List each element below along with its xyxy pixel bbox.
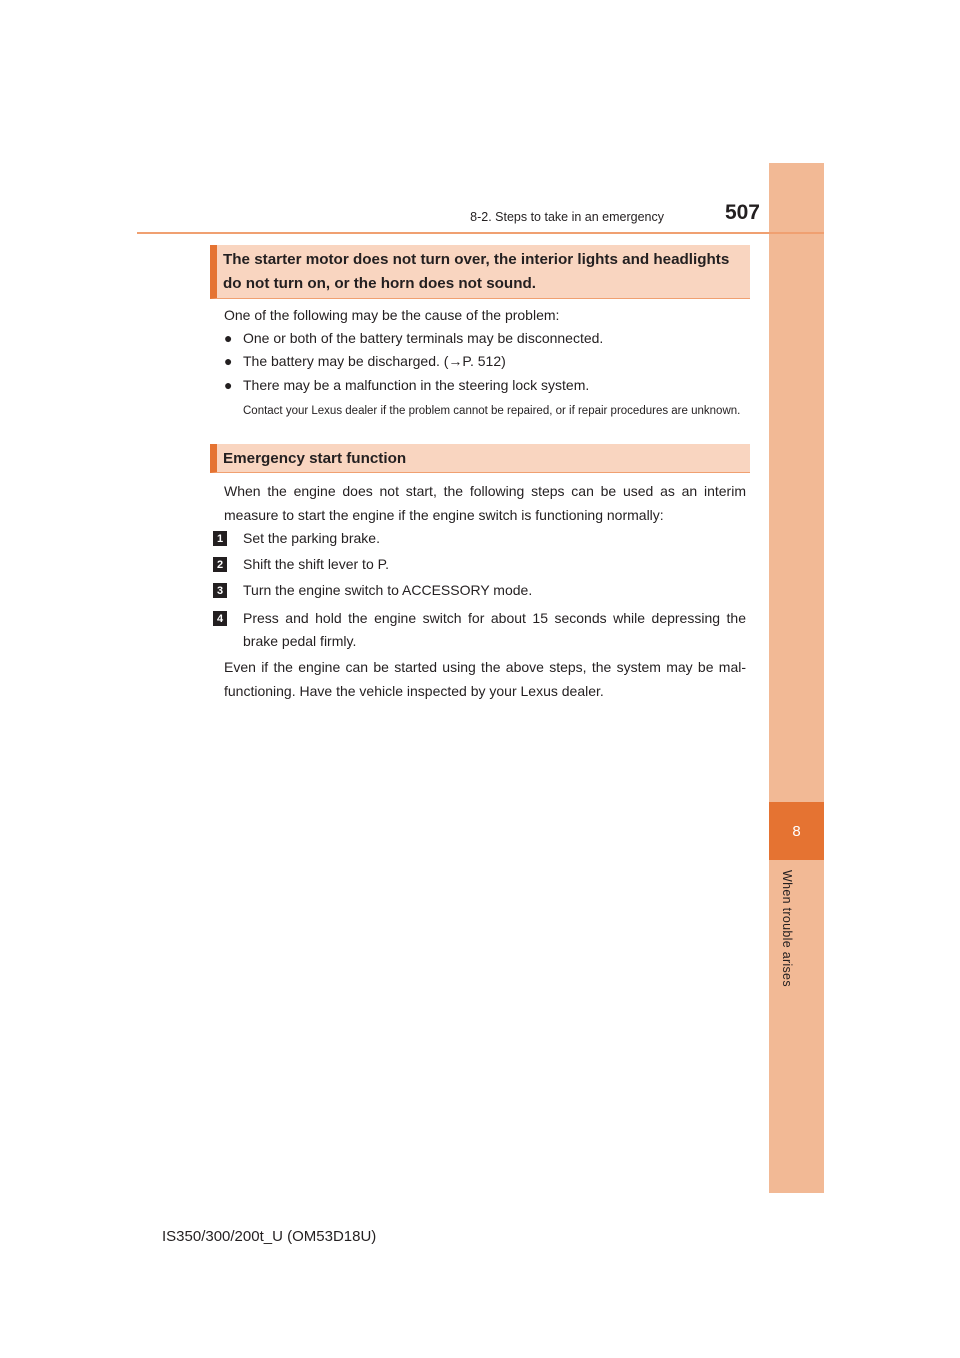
step-number-badge: 4 — [213, 611, 227, 626]
step-text: Turn the engine switch to ACCESSORY mode. — [243, 582, 533, 598]
bullet-icon: ● — [224, 330, 233, 346]
step-text: Set the parking brake. — [243, 530, 380, 546]
step-number-badge: 3 — [213, 583, 227, 598]
step-text: Shift the shift lever to P. — [243, 556, 390, 572]
model-code-footer: IS350/300/200t_U (OM53D18U) — [162, 1228, 377, 1245]
step-text: Press and hold the engine switch for about 15 seconds while depressing the brake pedal firmly. — [243, 610, 746, 649]
bullet-icon: ● — [224, 377, 233, 393]
chapter-number-tab[interactable]: 8 — [769, 802, 824, 860]
closing-paragraph: Even if the engine can be started using the above steps, the system may be mal-functioning. Have the vehicle inspected by your Lexus dealer. — [224, 659, 746, 699]
header-divider — [137, 232, 824, 234]
section-heading-emergency-start: Emergency start function — [210, 444, 750, 473]
list-item-text[interactable]: The battery may be discharged. (→P. 512) — [243, 353, 506, 369]
dealer-note: Contact your Lexus dealer if the problem cannot be repaired, or if repair procedures are unknown. — [243, 405, 741, 417]
section-heading-starter: The starter motor does not turn over, the interior lights and headlights do not turn on, or the horn does not sound. — [210, 245, 750, 299]
list-item-text: There may be a malfunction in the steering lock system. — [243, 377, 590, 393]
section-intro: One of the following may be the cause of the problem: — [224, 307, 560, 323]
chapter-side-tab — [769, 163, 824, 1193]
chapter-label: When trouble arises — [780, 870, 794, 987]
step-number-badge: 1 — [213, 531, 227, 546]
bullet-icon: ● — [224, 353, 233, 369]
step-number-badge: 2 — [213, 557, 227, 572]
list-item-text: One or both of the battery terminals may be disconnected. — [243, 330, 604, 346]
section-title: 8-2. Steps to take in an emergency — [470, 210, 664, 224]
emergency-start-intro: When the engine does not start, the following steps can be used as an interim measure to start the engine if the engine switch is functioning normally: — [224, 483, 746, 523]
page-number: 507 — [724, 201, 760, 224]
